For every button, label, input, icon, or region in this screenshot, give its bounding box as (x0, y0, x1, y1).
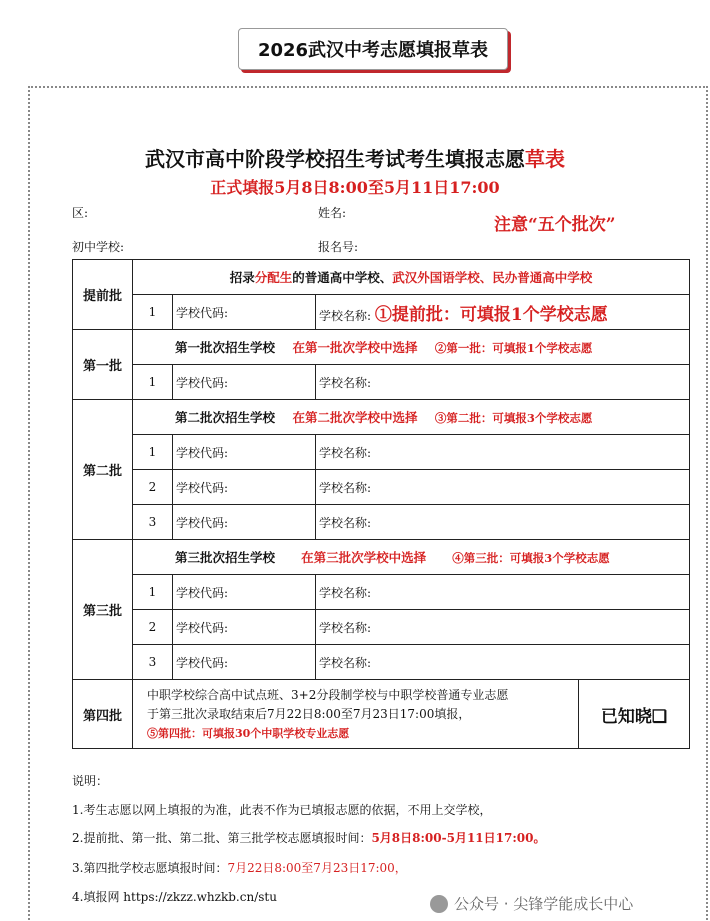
note-item: 4.填报网 https://zkzz.whzkb.cn/stu (72, 890, 277, 904)
notes-header: 说明： (72, 774, 109, 788)
table-row (73, 260, 690, 295)
wechat-icon (430, 895, 448, 913)
table-row (73, 400, 690, 435)
batch-label: 第一批 (73, 330, 133, 400)
school-name-cell[interactable]: 学校名称: (316, 575, 690, 610)
district-field: 区: (72, 206, 89, 220)
note-item: 1.考生志愿以网上填报的为准，此表不作为已填报志愿的依据，不用上交学校， (72, 803, 492, 817)
batch-header: 招录分配生的普通高中学校、武汉外国语学校、民办普通高中学校 (133, 260, 690, 295)
school-code-cell[interactable]: 学校代码: (173, 505, 316, 540)
school-name-cell[interactable]: 学校名称: (316, 470, 690, 505)
table-row: 1 学校代码: 学校名称: (73, 435, 690, 470)
table-row: 3 学校代码: 学校名称: (73, 645, 690, 680)
note-item: 2.提前批、第一批、第二批、第三批学校志愿填报时间：5月8日8:00-5月11日17:00。 (72, 831, 546, 845)
table-row (73, 680, 690, 749)
batch-label: 第四批 (73, 680, 133, 749)
form-title: 武汉市高中阶段学校招生考试考生填报志愿草表 (145, 147, 565, 171)
volunteer-table (72, 259, 690, 680)
school-code-cell[interactable]: 学校代码: (173, 295, 316, 330)
school-code-cell[interactable]: 学校代码: (173, 575, 316, 610)
batch-label: 第三批 (73, 540, 133, 680)
acknowledged-checkbox[interactable]: 已知晓❏ (579, 680, 690, 749)
school-name-cell[interactable]: 学校名称: ①提前批：可填报1个学校志愿 (316, 295, 690, 330)
school-name-cell[interactable]: 学校名称: (316, 505, 690, 540)
table-row: 2 学校代码: 学校名称: (73, 470, 690, 505)
form-subtitle: 正式填报5月8日8:00至5月11日17:00 (210, 178, 500, 197)
batch-hint: ①提前批：可填报1个学校志愿 (374, 304, 608, 325)
note-item: 3.第四批学校志愿填报时间：7月22日8:00至7月23日17:00， (72, 861, 407, 875)
school-code-cell[interactable]: 学校代码: (173, 435, 316, 470)
name-field: 姓名: (318, 206, 347, 220)
table-row (73, 330, 690, 365)
table-row: 1 学校代码: 学校名称: (73, 575, 690, 610)
table-row: 2 学校代码: 学校名称: (73, 610, 690, 645)
batch-header: 第三批次招生学校 在第三批次学校中选择 ④第三批：可填报3个学校志愿 (133, 540, 690, 575)
middle-school-field: 初中学校: (72, 240, 125, 254)
school-name-cell[interactable]: 学校名称: (316, 365, 690, 400)
school-code-cell[interactable]: 学校代码: (173, 645, 316, 680)
batch-label: 提前批 (73, 260, 133, 330)
school-code-cell[interactable]: 学校代码: (173, 365, 316, 400)
table-row (73, 540, 690, 575)
school-name-cell[interactable]: 学校名称: (316, 610, 690, 645)
school-code-cell[interactable]: 学校代码: (173, 610, 316, 645)
page-banner: 2026武汉中考志愿填报草表 (238, 28, 508, 70)
table-row: 3 学校代码: 学校名称: (73, 505, 690, 540)
school-name-cell[interactable]: 学校名称: (316, 435, 690, 470)
batch-header: 第二批次招生学校 在第二批次学校中选择 ③第二批：可填报3个学校志愿 (133, 400, 690, 435)
watermark: 公众号 · 尖锋学能成长中心 (430, 893, 633, 914)
reg-no-field: 报名号: (318, 240, 359, 254)
batch4-table (72, 679, 690, 749)
batch-label: 第二批 (73, 400, 133, 540)
table-row: 1 学校代码: 学校名称: (73, 365, 690, 400)
table-row: 1 学校代码: 学校名称: ①提前批：可填报1个学校志愿 (73, 295, 690, 330)
five-batches-note: 注意“五个批次” (494, 215, 616, 235)
batch4-description: 中职学校综合高中试点班、3+2分段制学校与中职学校普通专业志愿 于第三批次录取结束后7月22日8:00至7月23日17:00填报， ⑤第四批：可填报30个中职学校专业志愿 (133, 680, 579, 749)
batch-header: 第一批次招生学校 在第一批次学校中选择 ②第一批：可填报1个学校志愿 (133, 330, 690, 365)
school-code-cell[interactable]: 学校代码: (173, 470, 316, 505)
school-name-cell[interactable]: 学校名称: (316, 645, 690, 680)
